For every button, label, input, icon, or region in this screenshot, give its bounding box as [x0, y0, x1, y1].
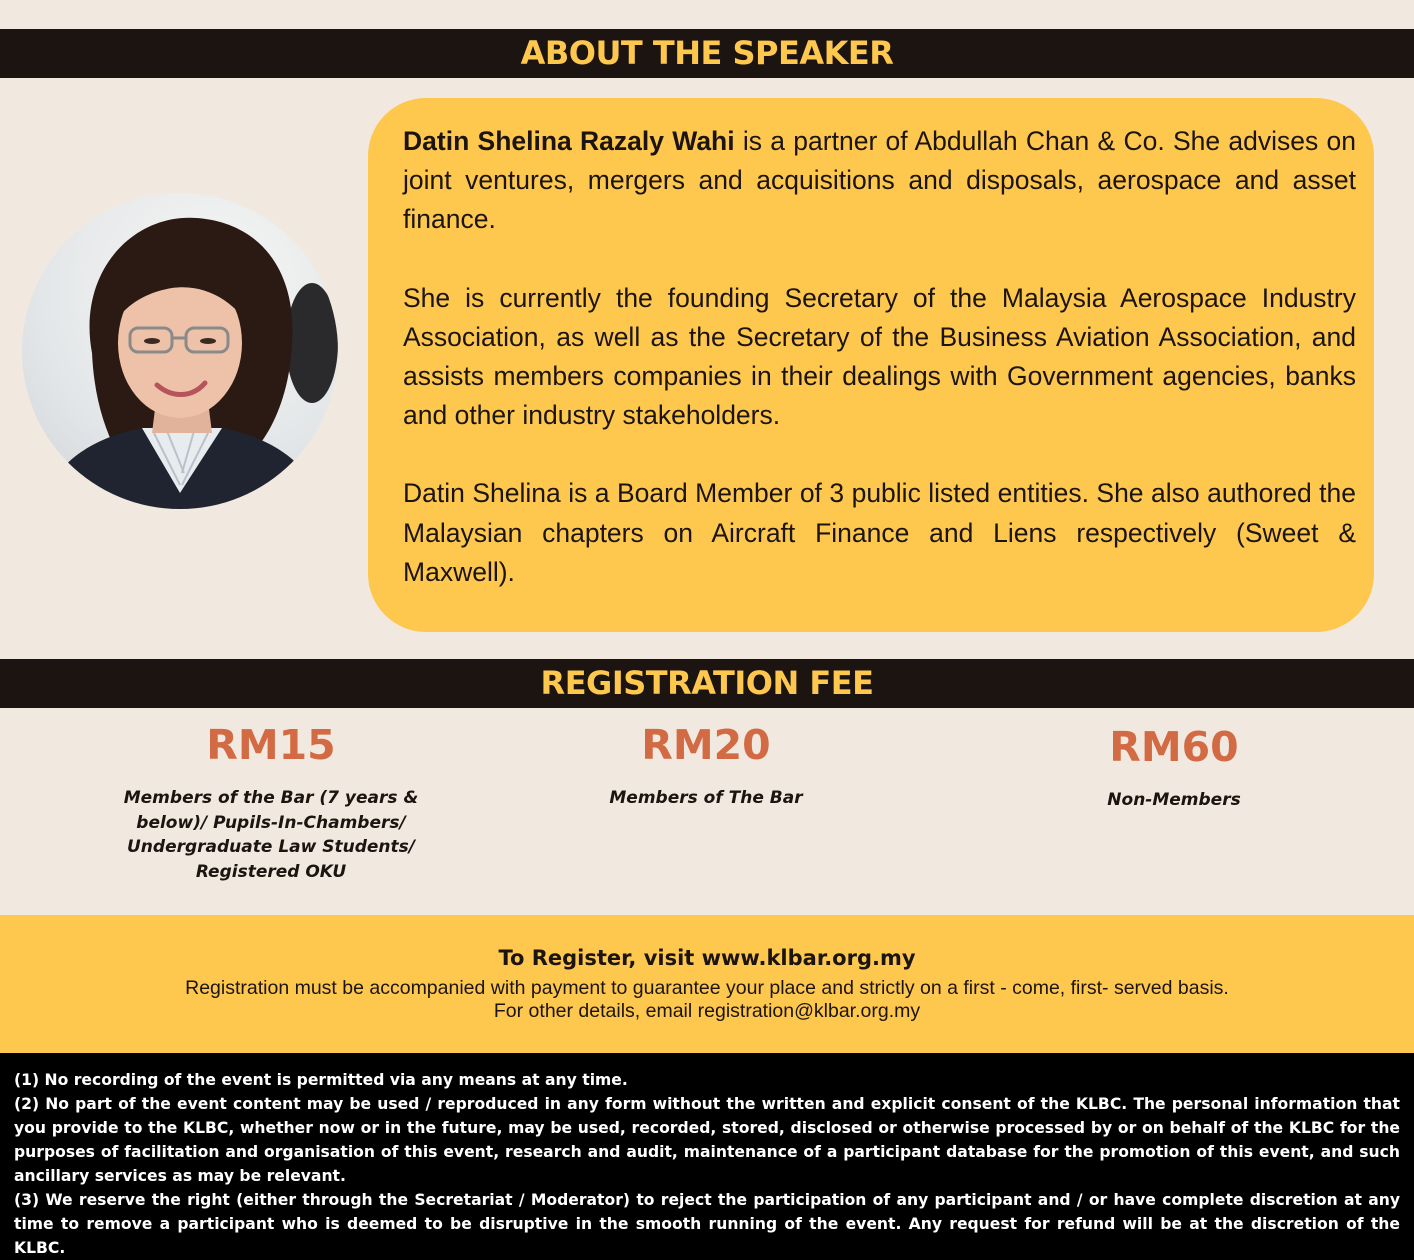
note-3: (3) We reserve the right (either through the Secretariat / Moderator) to reject the participation of any participant and / or have complete discretion at any time to remove a participant who is deemed to be disruptive in the smooth running of the event. Any request for refund will be at the discretion of the KLBC.	[14, 1191, 1400, 1257]
bio-paragraph-2: She is currently the founding Secretary of the Malaysia Aerospace Industry Association, as well as the Secretary of the Business Aviation Association, and assists members companies in their dealings with Government agencies, banks and other industry stakeholders.	[403, 282, 1356, 431]
fee-description-line: Undergraduate Law Students/	[127, 837, 415, 857]
bio-paragraph-1-text: is a partner of Abdullah Chan & Co. She advises on joint ventures, mergers and acquisitions and disposals, aerospace and asset finance.	[403, 126, 1356, 235]
fee-description-line: Members of the Bar (7 years &	[123, 788, 419, 808]
fee-description-line: Members of The Bar	[609, 788, 803, 808]
terms-notes	[0, 1053, 1414, 1260]
speaker-name: Datin Shelina Razaly Wahi	[403, 126, 735, 156]
register-title: To Register, visit www.klbar.org.my	[498, 946, 916, 970]
fee-price: RM60	[1109, 723, 1239, 771]
fee-option-rm20	[560, 720, 852, 811]
register-band	[0, 915, 1414, 1053]
fee-description	[1030, 788, 1318, 813]
bio-paragraph-1	[403, 122, 1356, 240]
speaker-bio-box	[368, 98, 1374, 632]
fee-description	[560, 786, 852, 811]
registration-email-note: For other details, email registration@klbar.org.my	[493, 1000, 921, 1022]
fee-description-line: Registered OKU	[195, 861, 347, 882]
registration-fee-heading: REGISTRATION FEE	[0, 659, 1414, 708]
fee-price: RM20	[641, 721, 771, 769]
bio-paragraph-3: Datin Shelina is a Board Member of 3 public listed entities. She also authored the Malaysian chapters on Aircraft Finance and Liens respectively (Sweet & Maxwell).	[403, 478, 1356, 587]
fee-description-line: Non-Members	[1107, 790, 1241, 810]
speaker-portrait-illustration	[22, 193, 338, 509]
fee-option-rm15	[110, 720, 432, 884]
fee-description-line: below)/ Pupils-In-Chambers/	[136, 812, 406, 833]
top-cut-off-text	[700, 0, 830, 2]
fee-option-rm60	[1030, 722, 1318, 813]
fee-price: RM15	[206, 721, 336, 769]
speaker-photo	[22, 193, 338, 509]
note-1: (1) No recording of the event is permitted via any means at any time.	[14, 1071, 628, 1089]
about-the-speaker-heading: ABOUT THE SPEAKER	[0, 29, 1414, 78]
fee-description	[110, 786, 432, 884]
registration-payment-note: Registration must be accompanied with payment to guarantee your place and strictly on a first - come, first- served basis.	[185, 977, 1229, 999]
note-2: (2) No part of the event content may be used / reproduced in any form without the written and explicit consent of the KLBC. The personal information that you provide to the KLBC, whether now or in the future, may be used, recorded, stored, disclosed or otherwise processed by or on behalf of the KLBC for the purposes of facilitation and organisation of this event, research and audit, maintenance of a participant database for the promotion of this event, and such ancillary services as may be relevant.	[14, 1095, 1400, 1185]
